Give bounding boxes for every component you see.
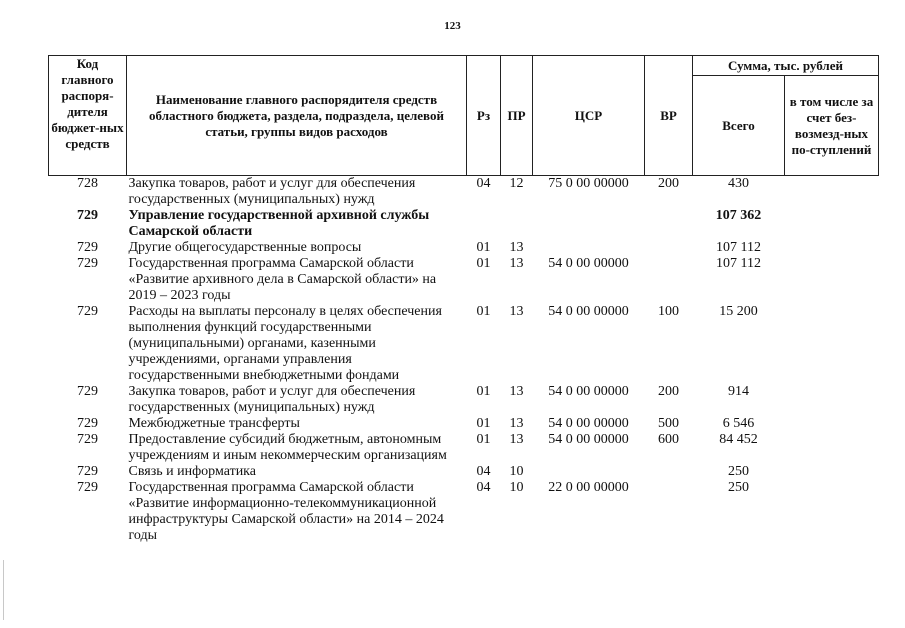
table-row: [49, 464, 879, 480]
row-vr: [645, 240, 693, 256]
row-rz: [467, 208, 501, 240]
row-total: 430: [728, 176, 749, 191]
row-incl: [785, 176, 879, 209]
row-total: 250: [728, 480, 749, 495]
row-csr: 54 0 00 00000: [548, 304, 629, 319]
row-vr: [645, 464, 693, 480]
table-header: [49, 56, 879, 176]
row-total: 84 452: [719, 432, 758, 447]
row-pr: 13: [509, 432, 524, 447]
row-name: Межбюджетные трансферты: [128, 416, 300, 431]
row-pr: 13: [509, 304, 524, 319]
row-pr: 13: [509, 384, 524, 399]
row-name: Связь и информатика: [128, 464, 256, 479]
header-vr: ВР: [645, 56, 693, 176]
row-rz: 01: [476, 384, 491, 399]
budget-table: [48, 55, 879, 544]
row-code: 729: [77, 432, 98, 447]
row-incl: [785, 256, 879, 304]
header-name: Наименование главного распорядителя средств областного бюджета, раздела, подраздела, целевой статьи, группы видов расходов: [127, 56, 467, 176]
row-name: Расходы на выплаты персоналу в целях обеспечения выполнения функций государственными (муниципальными) органами, казенными учреждениями, органами управления государственными внебюджетными фондами: [128, 304, 442, 383]
row-incl: [785, 208, 879, 240]
row-incl: [785, 464, 879, 480]
row-vr: 200: [658, 176, 679, 191]
table-row: [49, 176, 879, 209]
row-code: 729: [77, 464, 98, 479]
row-incl: [785, 304, 879, 384]
row-incl: [785, 432, 879, 464]
row-rz: 01: [476, 304, 491, 319]
row-code: 729: [77, 304, 98, 319]
row-vr: 500: [658, 416, 679, 431]
page-number: 123: [444, 20, 461, 32]
row-rz: 01: [476, 240, 491, 255]
row-vr: 200: [658, 384, 679, 399]
row-csr: 75 0 00 00000: [548, 176, 629, 191]
row-pr: 13: [509, 240, 524, 255]
table-row: [49, 416, 879, 432]
row-pr: 13: [509, 256, 524, 271]
header-sum: Сумма, тыс. рублей: [693, 56, 879, 76]
row-pr: 10: [509, 464, 524, 479]
row-code: 729: [77, 240, 98, 255]
table-row: [49, 480, 879, 544]
row-rz: 04: [476, 464, 491, 479]
row-rz: 04: [476, 176, 491, 191]
row-vr: [645, 208, 693, 240]
row-code: 729: [77, 384, 98, 399]
row-csr: [533, 240, 645, 256]
row-incl: [785, 480, 879, 544]
scan-edge-mark: [3, 560, 4, 620]
row-incl: [785, 384, 879, 416]
row-rz: 01: [476, 256, 491, 271]
row-csr: 54 0 00 00000: [548, 416, 629, 431]
row-name: Закупка товаров, работ и услуг для обеспечения государственных (муниципальных) нужд: [128, 176, 416, 207]
row-name: Государственная программа Самарской области «Развитие архивного дела в Самарской области» на 2019 – 2023 годы: [128, 256, 437, 303]
row-total: 6 546: [722, 416, 755, 431]
header-pr: ПР: [501, 56, 533, 176]
row-rz: 01: [476, 432, 491, 447]
row-name: Предоставление субсидий бюджетным, автономным учреждениям и иным некоммерческим организациям: [128, 432, 447, 463]
row-total: 107 112: [716, 240, 761, 255]
row-pr: 13: [509, 416, 524, 431]
table-row: [49, 208, 879, 240]
header-total: Всего: [693, 76, 785, 176]
row-name: Закупка товаров, работ и услуг для обеспечения государственных (муниципальных) нужд: [128, 384, 416, 415]
table-row: [49, 384, 879, 416]
row-vr: 100: [658, 304, 679, 319]
row-code: 728: [77, 176, 98, 191]
row-csr: 54 0 00 00000: [548, 384, 629, 399]
table-body: [49, 176, 879, 545]
header-incl: в том числе за счет без-возмезд-ных по-ступлений: [785, 76, 879, 176]
row-total: 914: [728, 384, 749, 399]
row-name: Управление государственной архивной службы Самарской области: [128, 208, 430, 239]
table-row: [49, 304, 879, 384]
row-code: 729: [77, 256, 98, 271]
header-csr: ЦСР: [533, 56, 645, 176]
row-csr: 54 0 00 00000: [548, 432, 629, 447]
row-pr: 10: [509, 480, 524, 495]
row-total: 250: [728, 464, 749, 479]
row-csr: 54 0 00 00000: [548, 256, 629, 271]
row-csr: 22 0 00 00000: [548, 480, 629, 495]
table-row: [49, 432, 879, 464]
table-row: [49, 240, 879, 256]
row-rz: 04: [476, 480, 491, 495]
row-total: 107 112: [716, 256, 761, 271]
row-vr: 600: [658, 432, 679, 447]
row-incl: [785, 240, 879, 256]
row-code: 729: [77, 208, 98, 223]
header-code: Код главного распоря-дителя бюджет-ных средств: [49, 56, 127, 176]
row-csr: [533, 464, 645, 480]
row-csr: [533, 208, 645, 240]
row-vr: [645, 480, 693, 544]
row-name: Другие общегосударственные вопросы: [128, 240, 362, 255]
table-row: [49, 256, 879, 304]
header-rz: Рз: [467, 56, 501, 176]
row-incl: [785, 416, 879, 432]
row-vr: [645, 256, 693, 304]
row-pr: [501, 208, 533, 240]
row-code: 729: [77, 416, 98, 431]
row-code: 729: [77, 480, 98, 495]
row-total: 15 200: [719, 304, 758, 319]
row-total: 107 362: [715, 208, 762, 223]
row-rz: 01: [476, 416, 491, 431]
row-pr: 12: [509, 176, 524, 191]
row-name: Государственная программа Самарской области «Развитие информационно-телекоммуникационной инфраструктуры Самарской области» на 2014 – 2024 годы: [128, 480, 444, 543]
